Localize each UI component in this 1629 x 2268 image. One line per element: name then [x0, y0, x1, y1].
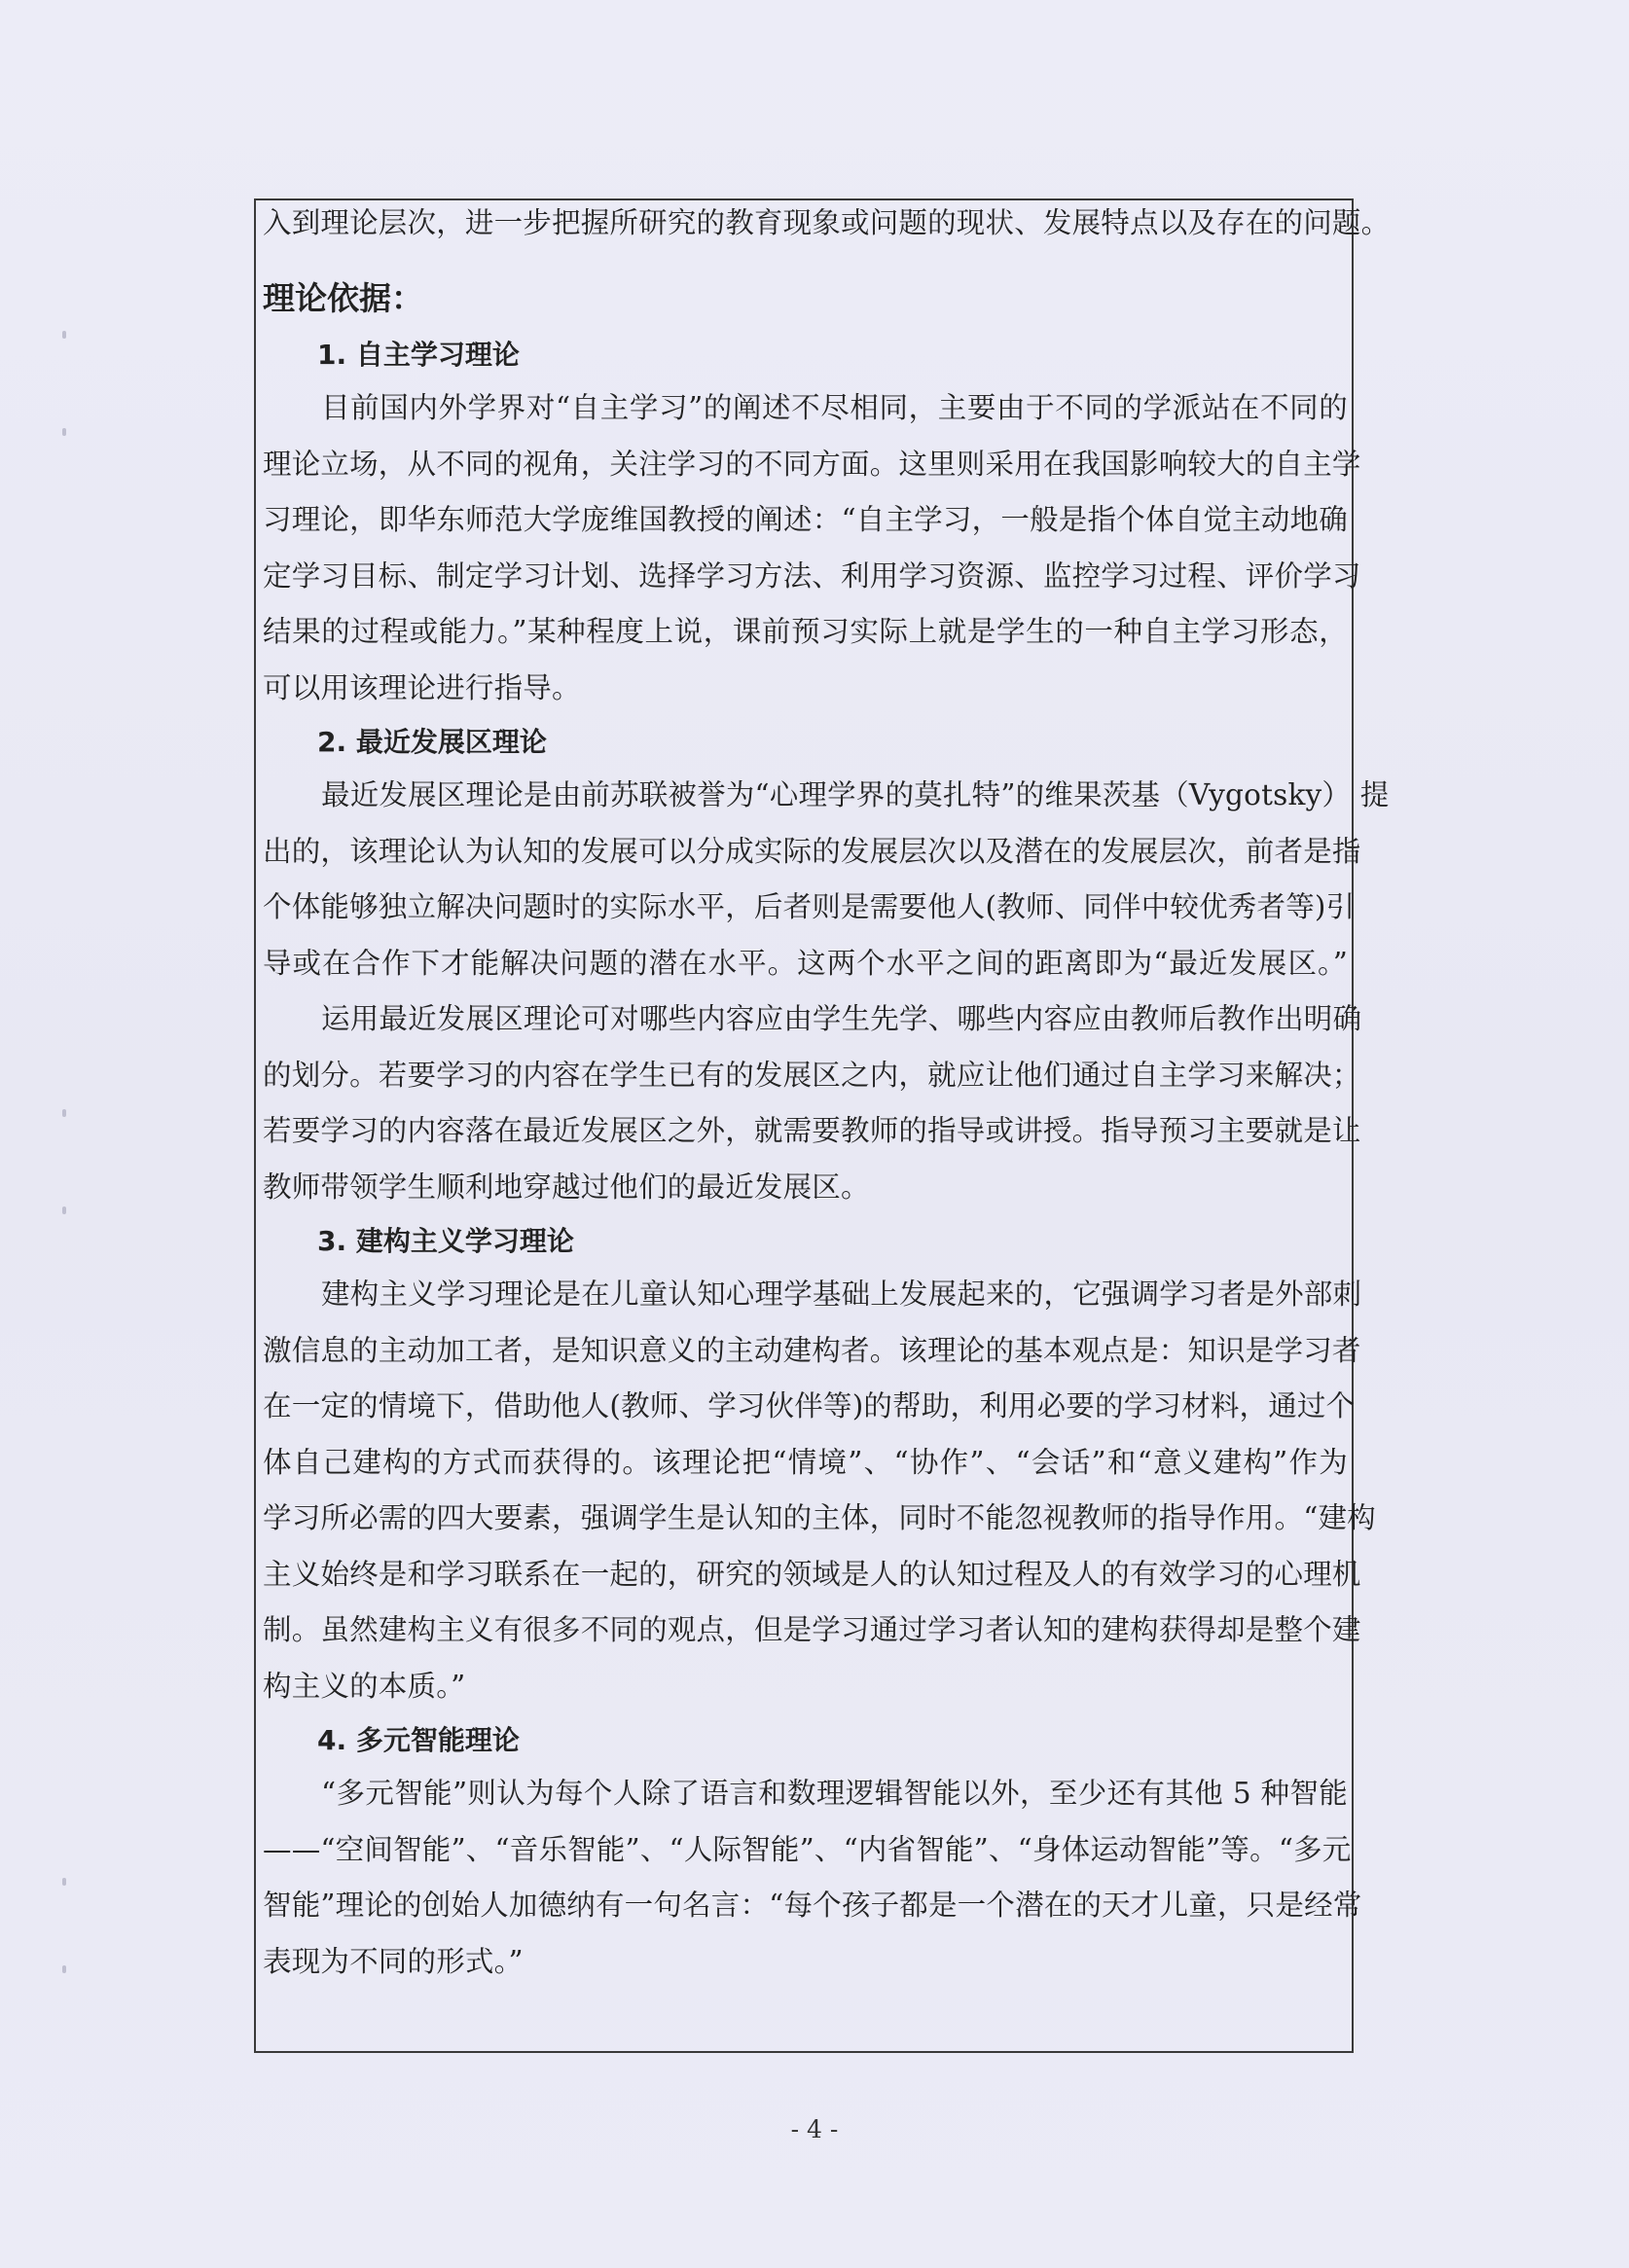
text-line: 最近发展区理论是由前苏联被誉为“心理学界的莫扎特”的维果茨基（Vygotsky） 提: [321, 778, 1390, 811]
text-line: 理论立场，从不同的视角，关注学习的不同方面。这里则采用在我国影响较大的自主学: [263, 447, 1361, 481]
text-line: 主义始终是和学习联系在一起的，研究的领域是人的认知过程及人的有效学习的心理机: [263, 1557, 1361, 1591]
page-number: - 4 -: [790, 2115, 839, 2143]
binding-hole-mark: [62, 1878, 66, 1886]
subsection-title: 1. 自主学习理论: [317, 339, 520, 371]
continuation-line: 入到理论层次，进一步把握所研究的教育现象或问题的现状、发展特点以及存在的问题。: [263, 206, 1391, 239]
paragraph: [263, 1766, 1362, 1990]
text-line: 目前国内外学界对“自主学习”的阐述不尽相同，主要由于不同的学派站在不同的: [321, 391, 1348, 424]
binding-hole-mark: [62, 331, 66, 339]
text-line: 习理论，即华东师范大学庞维国教授的阐述：“自主学习，一般是指个体自觉主动地确: [263, 503, 1348, 536]
binding-hole-mark: [62, 1109, 66, 1117]
text-line: 可以用该理论进行指导。: [263, 670, 581, 704]
text-line: 建构主义学习理论是在儿童认知心理学基础上发展起来的，它强调学习者是外部刺: [321, 1278, 1362, 1311]
paragraph: [263, 380, 1361, 716]
text-line: ——“空间智能”、“音乐智能”、“人际智能”、“内省智能”、“身体运动智能”等。“多元: [263, 1832, 1352, 1866]
text-line: 制。虽然建构主义有很多不同的观点，但是学习通过学习者认知的建构获得却是整个建: [263, 1613, 1361, 1646]
text-line: 的划分。若要学习的内容在学生已有的发展区之内，就应让他们通过自主学习来解决；: [263, 1058, 1361, 1092]
text-line: 学习所必需的四大要素，强调学生是认知的主体，同时不能忽视教师的指导作用。“建构: [263, 1501, 1376, 1534]
paragraph: [263, 1267, 1376, 1714]
text-line: 智能”理论的创始人加德纳有一句名言：“每个孩子都是一个潜在的天才儿童，只是经常: [263, 1889, 1362, 1922]
binding-hole-mark: [62, 1965, 66, 1973]
binding-hole-mark: [62, 1206, 66, 1214]
paragraph: [263, 991, 1362, 1215]
text-line: 若要学习的内容落在最近发展区之外，就需要教师的指导或讲授。指导预习主要就是让: [263, 1114, 1361, 1147]
text-line: 构主义的本质。”: [263, 1669, 466, 1703]
text-line: 在一定的情境下，借助他人(教师、学习伙伴等)的帮助，利用必要的学习材料，通过个: [263, 1389, 1356, 1422]
subsection-title: 3. 建构主义学习理论: [317, 1225, 574, 1257]
document-body: [263, 198, 1391, 1990]
section-heading: 理论依据：: [263, 279, 423, 317]
text-line: 表现为不同的形式。”: [263, 1944, 524, 1978]
text-line: 结果的过程或能力。”某种程度上说，课前预习实际上就是学生的一种自主学习形态，: [263, 615, 1348, 648]
text-line: “多元智能”则认为每个人除了语言和数理逻辑智能以外，至少还有其他 5 种智能: [321, 1777, 1348, 1810]
text-line: 运用最近发展区理论可对哪些内容应由学生先学、哪些内容应由教师后教作出明确: [321, 1002, 1362, 1035]
binding-hole-mark: [62, 428, 66, 436]
text-line: 教师带领学生顺利地穿越过他们的最近发展区。: [263, 1170, 870, 1204]
subsection-title: 4. 多元智能理论: [317, 1724, 520, 1756]
subsection-title: 2. 最近发展区理论: [317, 726, 547, 758]
text-line: 体自己建构的方式而获得的。该理论把“情境”、“协作”、“会话”和“意义建构”作为: [263, 1445, 1348, 1479]
text-line: 出的，该理论认为认知的发展可以分成实际的发展层次以及潜在的发展层次，前者是指: [263, 834, 1361, 868]
text-line: 定学习目标、制定学习计划、选择学习方法、利用学习资源、监控学习过程、评价学习: [263, 558, 1361, 593]
paragraph: [263, 768, 1390, 991]
text-line: 导或在合作下才能解决问题的潜在水平。这两个水平之间的距离即为“最近发展区。”: [263, 946, 1348, 980]
text-line: 激信息的主动加工者，是知识意义的主动建构者。该理论的基本观点是：知识是学习者: [263, 1333, 1361, 1367]
text-line: 个体能够独立解决问题时的实际水平，后者则是需要他人(教师、同伴中较优秀者等)引: [263, 890, 1356, 923]
